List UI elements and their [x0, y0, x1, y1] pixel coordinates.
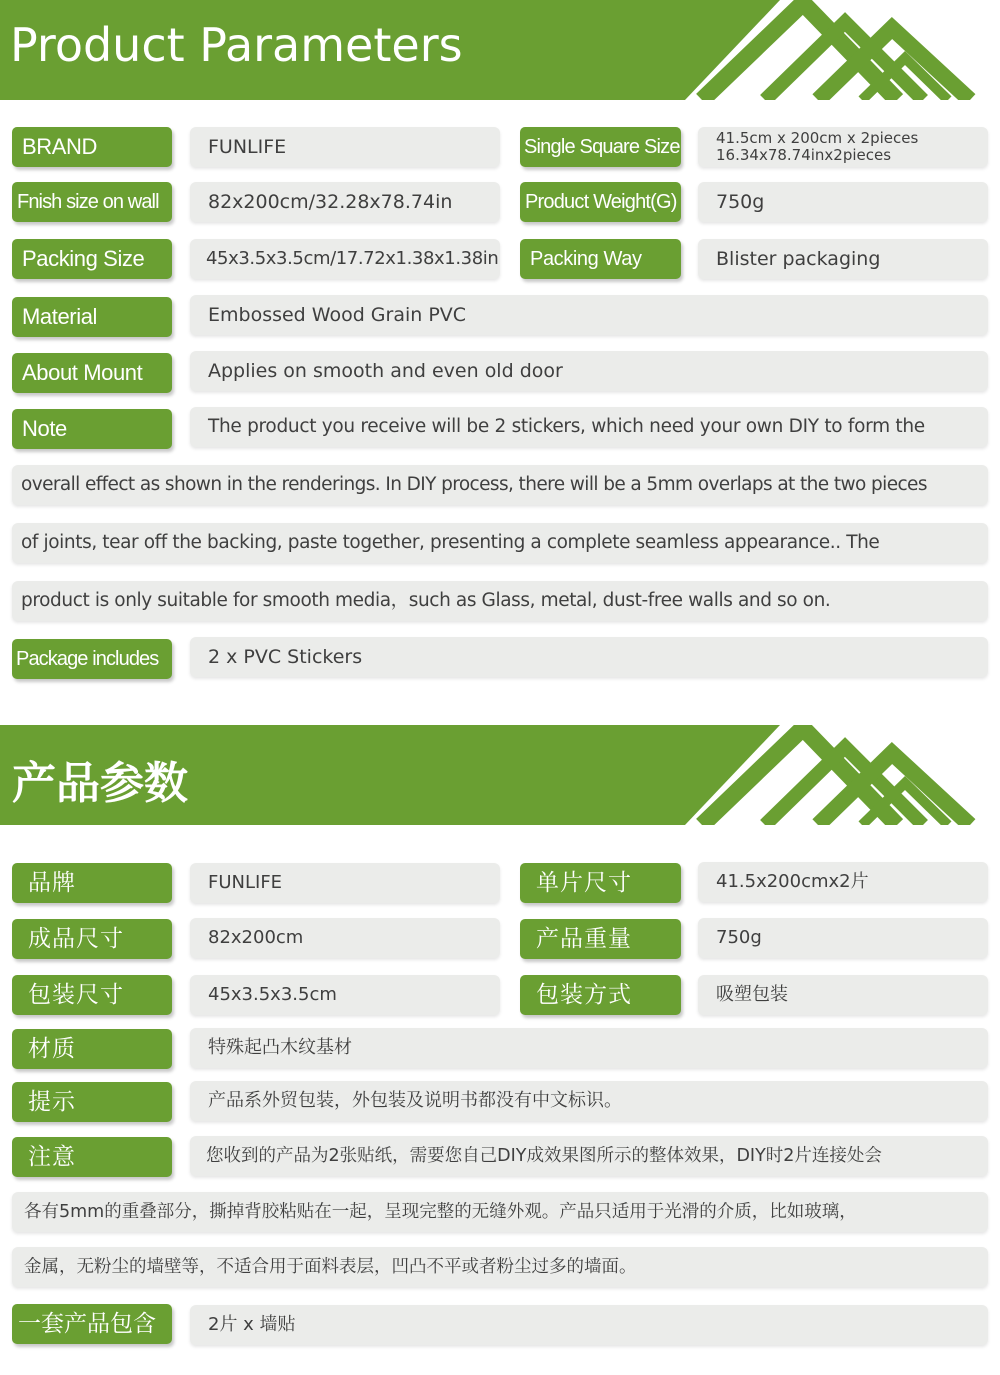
package-includes-label-cn: 一套产品包含 — [12, 1304, 172, 1344]
english-header-banner — [0, 0, 1000, 100]
note-line-4: product is only suitable for smooth media，such as Glass, metal, dust-free walls and so on. — [12, 581, 988, 621]
product-weight-label: Product Weight(G) — [520, 182, 681, 222]
single-size-line-2: 16.34x78.74inx2pieces — [716, 146, 892, 164]
single-size-value-cn: 41.5x200cmx2片 — [698, 862, 988, 902]
packing-size-label: Packing Size — [12, 239, 172, 279]
tip-label-cn: 提示 — [12, 1082, 172, 1122]
finish-size-label: Fnish size on wall — [12, 182, 172, 222]
package-includes-value: 2 x PVC Stickers — [190, 637, 988, 677]
packing-way-value: Blister packaging — [698, 239, 988, 279]
note-line-3-cn: 金属，无粉尘的墙壁等，不适合用于面料表层，凹凸不平或者粉尘过多的墙面。 — [12, 1247, 988, 1287]
packing-way-label-cn: 包装方式 — [520, 975, 681, 1015]
packing-way-label: Packing Way — [520, 239, 681, 279]
single-square-size-label: Single Square Size — [520, 127, 681, 167]
brand-label-cn: 品牌 — [12, 863, 172, 903]
material-label: Material — [12, 297, 172, 337]
single-square-size-value — [698, 127, 988, 167]
single-size-line-1: 41.5cm x 200cm x 2pieces — [716, 129, 919, 147]
packing-way-value-cn: 吸塑包装 — [698, 975, 988, 1015]
about-mount-value: Applies on smooth and even old door — [190, 351, 988, 391]
brand-value-cn: FUNLIFE — [190, 863, 500, 903]
packing-size-value: 45x3.5x3.5cm/17.72x1.38x1.38in — [190, 239, 500, 279]
finish-size-label-cn: 成品尺寸 — [12, 919, 172, 959]
page-title-cn: 产品参数 — [12, 758, 188, 809]
about-mount-label: About Mount — [12, 353, 172, 393]
packing-size-value-cn: 45x3.5x3.5cm — [190, 975, 500, 1015]
material-value-cn: 特殊起凸木纹基材 — [190, 1028, 988, 1068]
brand-value: FUNLIFE — [190, 127, 500, 167]
chinese-header-banner — [0, 725, 1000, 825]
finish-size-value-cn: 82x200cm — [190, 918, 500, 958]
note-line-3: of joints, tear off the backing, paste together, presenting a complete seamless appearance.. The — [12, 523, 988, 563]
product-weight-value: 750g — [698, 182, 988, 222]
page-title: Product Parameters — [10, 18, 463, 72]
product-weight-label-cn: 产品重量 — [520, 919, 681, 959]
note-line-2: overall effect as shown in the renderings. In DIY process, there will be a 5mm overlaps at the two pieces — [12, 465, 988, 505]
tip-value-cn: 产品系外贸包装，外包装及说明书都没有中文标识。 — [190, 1081, 988, 1121]
packing-size-label-cn: 包装尺寸 — [12, 975, 172, 1015]
note-line-2-cn: 各有5mm的重叠部分，撕掉背胶粘贴在一起，呈现完整的无缝外观。产品只适用于光滑的介质，比如玻璃， — [12, 1192, 988, 1232]
package-includes-label: Package includes — [12, 639, 172, 679]
product-weight-value-cn: 750g — [698, 918, 988, 958]
material-value: Embossed Wood Grain PVC — [190, 295, 988, 335]
single-size-label-cn: 单片尺寸 — [520, 863, 681, 903]
finish-size-value: 82x200cm/32.28x78.74in — [190, 182, 500, 222]
note-line-1-cn: 您收到的产品为2张贴纸，需要您自己DIY成效果图所示的整体效果，DIY时2片连接处会 — [190, 1136, 988, 1176]
material-label-cn: 材质 — [12, 1029, 172, 1069]
brand-label: BRAND — [12, 127, 172, 167]
note-label-cn: 注意 — [12, 1137, 172, 1177]
note-line-1: The product you receive will be 2 stickers, which need your own DIY to form the — [190, 407, 988, 447]
note-label: Note — [12, 409, 172, 449]
package-includes-value-cn: 2片 x 墙贴 — [190, 1305, 988, 1345]
